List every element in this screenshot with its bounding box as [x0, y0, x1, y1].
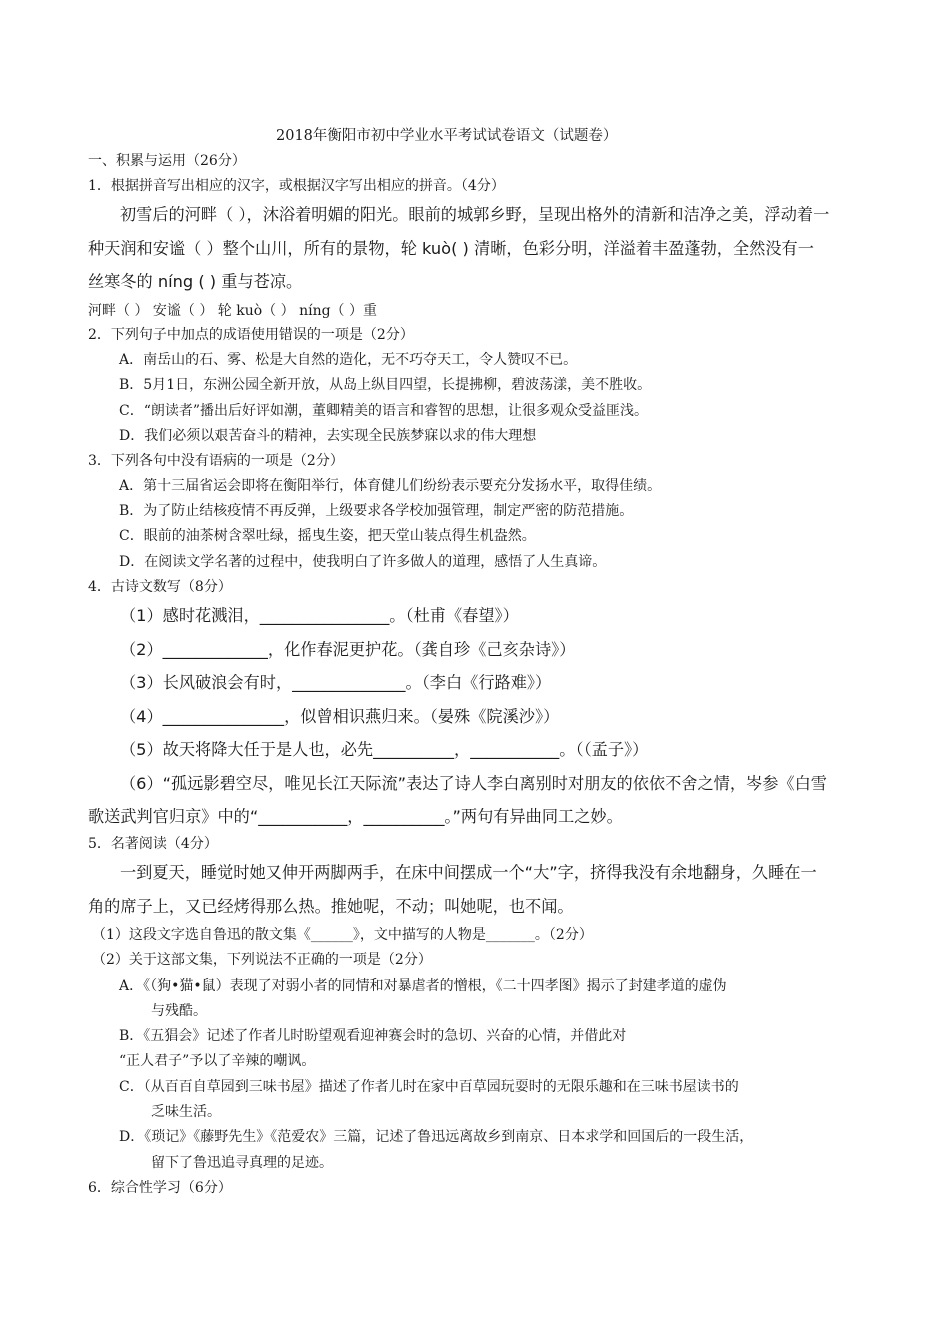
- q4-item-3: （3）长风破浪会有时，______________。（李白《行路难》）: [120, 673, 552, 692]
- q5-option-c-cont: 乏味生活。: [151, 1104, 221, 1120]
- q5-sub2: （2）关于这部文集，下列说法不正确的一项是（2分）: [92, 952, 432, 968]
- q2-option-c: C．“朗读者”播出后好评如潮，董卿精美的语言和睿智的思想，让很多观众受益匪浅。: [119, 403, 649, 419]
- q4-item-6: （6）“孤远影碧空尽，唯见长江天际流”表达了诗人李白离别时对朋友的依依不舍之情，岑参《白雪: [120, 774, 827, 793]
- q1-passage-line: 种天润和安谧（ ）整个山川，所有的景物，轮 kuò( ) 清晰，色彩分明，洋溢着丰盈蓬勃，全然没有一: [88, 239, 814, 258]
- q5-option-a-cont: 与残酷。: [151, 1003, 207, 1019]
- q5-passage-line: 角的席子上，又已经烤得那么热。推她呢，不动；叫她呢，也不闻。: [88, 897, 574, 916]
- q3-option-a: A．第十三届省运会即将在衡阳举行，体育健儿们纷纷表示要充分发扬水平，取得佳绩。: [119, 478, 662, 494]
- q3-stem: 3．下列各句中没有语病的一项是（2分）: [88, 453, 344, 469]
- section-heading: 一、积累与运用（26分）: [88, 153, 246, 169]
- q1-passage-line: 初雪后的河畔（ ），沐浴着明媚的阳光。眼前的城郭乡野，呈现出格外的清新和洁净之美，浮动着一: [120, 205, 830, 224]
- q5-passage-line: 一到夏天，睡觉时她又伸开两脚两手，在床中间摆成一个“大”字，挤得我没有余地翻身，久睡在一: [120, 863, 817, 882]
- q2-option-a: A．南岳山的石、雾、松是大自然的造化，无不巧夺天工，令人赞叹不已。: [119, 352, 578, 368]
- q4-stem: 4．古诗文数写（8分）: [88, 579, 232, 595]
- q5-option-a: A．《（狗•猫•鼠）表现了对弱小者的同情和对暴虐者的憎根，《二十四孝图》揭示了封建孝道的虚伪: [119, 978, 727, 994]
- q3-option-b: B．为了防止结核疫情不再反弹，上级要求各学校加强管理，制定严密的防范措施。: [119, 503, 634, 519]
- q2-option-b: B．5月1日，东洲公园全新开放，从岛上纵目四望，长提拂柳，碧波荡漾，美不胜收。: [119, 377, 652, 393]
- q6-stem: 6．综合性学习（6分）: [88, 1180, 232, 1196]
- q4-item-4: （4）_______________，似曾相识燕归来。（晏殊《院溪沙》）: [120, 707, 560, 726]
- q2-stem: 2．下列句子中加点的成语使用错误的一项是（2分）: [88, 327, 414, 343]
- q1-stem: 1．根据拼音写出相应的汉字，或根据汉字写出相应的拼音。（4分）: [88, 178, 505, 194]
- q4-item-6-cont: 歌送武判官归京》中的“___________，__________。”两句有异曲同工之妙。: [88, 807, 623, 826]
- q1-answer-row: 河畔（ ） 安谧（ ） 轮 kuò（ ） níng（ ）重: [88, 303, 378, 319]
- q5-sub1: （1）这段文字选自鲁迅的散文集《______》，文中描写的人物是_______。（2分）: [92, 927, 593, 943]
- q2-option-d: D．我们必须以艰苦奋斗的精神，去实现全民族梦寐以求的伟大理想: [119, 428, 537, 444]
- q5-stem: 5．名著阅读（4分）: [88, 836, 218, 852]
- q4-item-2: （2）_____________，化作春泥更护花。（龚自珍《己亥杂诗》）: [120, 640, 576, 659]
- q3-option-c: C．眼前的油茶树含翠吐绿，摇曳生姿，把天堂山装点得生机盎然。: [119, 528, 536, 544]
- exam-title: 2018年衡阳市初中学业水平考试试卷语文（试题卷）: [276, 128, 618, 144]
- q5-option-b-cont: “正人君子”予以了辛辣的嘲讽。: [119, 1053, 316, 1069]
- q5-option-d: D．《琐记》《藤野先生》《范爱农》三篇，记述了鲁迅远离故乡到南京、日本求学和回国后的一段生活，: [119, 1129, 754, 1145]
- q4-item-1: （1）感时花溅泪，________________。（杜甫《春望》）: [120, 606, 519, 625]
- q3-option-d: D．在阅读文学名著的过程中，使我明白了许多做人的道理，感悟了人生真谛。: [119, 554, 607, 570]
- q4-item-5: （5）故天将降大任于是人也，必先__________，___________。（（孟子》）: [120, 740, 649, 759]
- q5-option-c: C．（从百百自草园到三味书屋》描述了作者儿时在家中百草园玩耍时的无限乐趣和在三味书屋读书的: [119, 1079, 739, 1095]
- q1-passage-line: 丝寒冬的 níng ( ) 重与苍凉。: [88, 272, 303, 291]
- q5-option-d-cont: 留下了鲁迅追寻真理的足迹。: [151, 1155, 333, 1171]
- q5-option-b: B．《五猖会》记述了作者儿时盼望观看迎神赛会时的急切、兴奋的心情，并借此对: [119, 1028, 627, 1044]
